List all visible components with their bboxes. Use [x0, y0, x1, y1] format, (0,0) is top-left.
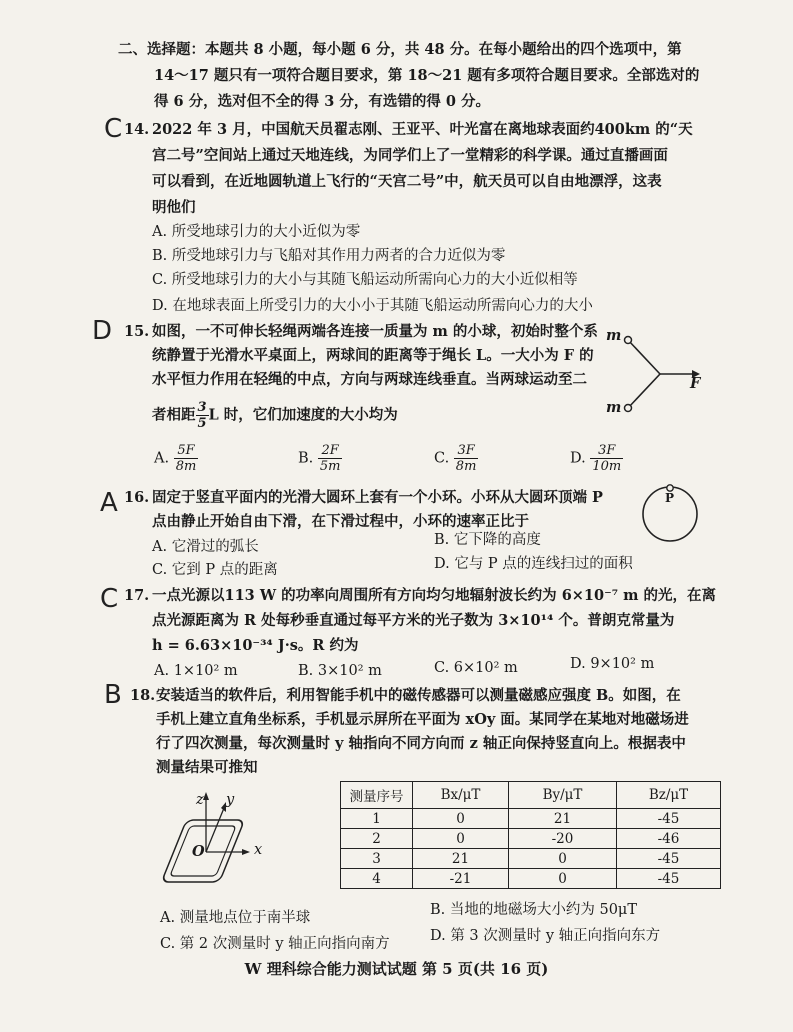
q18-stem-line2: 手机上建立直角坐标系，手机显示屏所在平面为 xOy 面。某同学在某地对地磁场进: [156, 711, 689, 728]
q15-number: 15.: [124, 323, 150, 340]
q18-measurement-table: [340, 781, 721, 889]
table-row: [341, 809, 721, 829]
section-heading-line2: 14～17 题只有一项符合题目要求，第 18～21 题有多项符合题目要求。全部选对的: [154, 67, 700, 84]
q16-stem-line1: 固定于竖直平面内的光滑大圆环上套有一个小环。小环从大圆环顶端 P: [152, 489, 603, 506]
table-cell: 3: [341, 849, 413, 869]
q14-stem-line2: 宫二号”空间站上通过天地连线，为同学们上了一堂精彩的科学课。通过直播画面: [152, 147, 668, 164]
q18-fig-label-z: z: [196, 792, 204, 808]
table-row: [341, 849, 721, 869]
table-header-cell: Bz/μT: [617, 782, 721, 809]
table-header-cell: By/μT: [509, 782, 617, 809]
table-cell: -45: [617, 809, 721, 829]
table-cell: 1: [341, 809, 413, 829]
q15-stem-line2: 统静置于光滑水平桌面上，两球间的距离等于绳长 L。一大小为 F 的: [152, 347, 594, 364]
table-cell: 0: [413, 829, 509, 849]
table-cell: -45: [617, 869, 721, 889]
q15-option-b: B. $\frac{2F}{5m}$: [298, 443, 341, 474]
q18-option-b: B. 当地的地磁场大小约为 50μT: [430, 902, 638, 918]
q17-stem-line3: h = 6.63×10⁻³⁴ J·s。R 约为: [152, 637, 359, 654]
table-header-cell: 测量序号: [341, 782, 413, 809]
table-cell: 0: [413, 809, 509, 829]
table-cell: -21: [413, 869, 509, 889]
handwritten-answer-q14: C: [104, 114, 123, 144]
table-cell: 4: [341, 869, 413, 889]
q17-stem-line1: 一点光源以113 W 的功率向周围所有方向均匀地辐射波长约为 6×10⁻⁷ m 的光，在离: [152, 587, 717, 604]
table-header-cell: Bx/μT: [413, 782, 509, 809]
q14-option-c: C. 所受地球引力的大小与其随飞船运动所需向心力的大小近似相等: [152, 272, 578, 288]
q15-stem-line4: 者相距 $\frac{3}{5}$ L 时，它们加速度的大小均为: [152, 400, 398, 431]
q18-number: 18.: [130, 687, 156, 704]
q18-option-a: A. 测量地点位于南半球: [160, 910, 311, 926]
q18-stem-line4: 测量结果可推知: [156, 759, 258, 776]
q17-stem-line2: 点光源距离为 R 处每秒垂直通过每平方米的光子数为 3×10¹⁴ 个。普朗克常量为: [152, 612, 675, 629]
handwritten-answer-q15: D: [92, 316, 113, 346]
q15-stem-line3: 水平恒力作用在轻绳的中点，方向与两球连线垂直。当两球运动至二: [152, 371, 587, 388]
q15-option-c: C. $\frac{3F}{8m}$: [434, 443, 477, 474]
q15-fig-label-m-top: m: [606, 327, 622, 344]
table-header-row: [341, 782, 721, 809]
q14-stem-line1: 2022 年 3 月，中国航天员翟志刚、王亚平、叶光富在离地球表面约400km 的“天: [152, 121, 693, 138]
section-heading-line3: 得 6 分，选对但不全的得 3 分，有选错的得 0 分。: [154, 93, 491, 110]
table-cell: -20: [509, 829, 617, 849]
q18-fig-label-x: x: [254, 842, 263, 858]
table-cell: 0: [509, 869, 617, 889]
handwritten-answer-q16: A: [100, 488, 118, 518]
q16-option-d: D. 它与 P 点的连线扫过的面积: [434, 556, 633, 572]
q16-fig-label-p: P: [665, 491, 675, 505]
q18-stem-line1: 安装适当的软件后，利用智能手机中的磁传感器可以测量磁感应强度 B。如图，在: [156, 687, 681, 704]
q14-option-b: B. 所受地球引力与飞船对其作用力两者的合力近似为零: [152, 248, 506, 264]
q18-stem-line3: 行了四次测量，每次测量时 y 轴指向不同方向而 z 轴正向保持竖直向上。根据表中: [156, 735, 686, 752]
q17-option-b: B. 3×10² m: [298, 663, 382, 679]
q16-number: 16.: [124, 489, 150, 506]
q17-option-d: D. 9×10² m: [570, 656, 655, 672]
table-cell: 21: [509, 809, 617, 829]
q18-fig-label-y: y: [226, 792, 235, 808]
q16-option-a: A. 它滑过的弧长: [152, 539, 259, 555]
page-footer: W 理科综合能力测试试题 第 5 页(共 16 页): [244, 960, 549, 978]
q15-fig-label-f: F: [690, 375, 701, 392]
table-row: [341, 829, 721, 849]
q14-stem-line3: 可以看到，在近地圆轨道上飞行的“天宫二号”中，航天员可以自由地漂浮，这表: [152, 173, 662, 190]
q15-option-a: A. $\frac{5F}{8m}$: [154, 443, 197, 474]
q15-fraction: $\frac{3}{5}$: [197, 400, 207, 431]
handwritten-answer-q18: B: [104, 680, 122, 710]
handwritten-answer-q17: C: [100, 584, 119, 614]
q17-number: 17.: [124, 587, 150, 604]
table-row: [341, 869, 721, 889]
q18-option-c: C. 第 2 次测量时 y 轴正向指向南方: [160, 936, 390, 952]
q18-phone-figure: [160, 790, 263, 890]
q14-stem-line4: 明他们: [152, 199, 196, 216]
q17-option-c: C. 6×10² m: [434, 660, 518, 676]
q14-option-a: A. 所受地球引力的大小近似为零: [152, 224, 361, 240]
table-cell: -46: [617, 829, 721, 849]
q15-fig-label-m-bottom: m: [606, 399, 622, 416]
q14-number: 14.: [124, 121, 150, 138]
table-cell: -45: [617, 849, 721, 869]
q18-fig-label-o: O: [192, 843, 205, 860]
q14-option-d: D. 在地球表面上所受引力的大小小于其随飞船运动所需向心力的大小: [152, 298, 593, 314]
section-heading: 二、选择题：本题共 8 小题，每小题 6 分，共 48 分。在每小题给出的四个选项中，第: [118, 41, 682, 58]
q17-option-a: A. 1×10² m: [154, 663, 238, 679]
table-cell: 2: [341, 829, 413, 849]
q16-stem-line2: 点由静止开始自由下滑，在下滑过程中，小环的速率正比于: [152, 513, 529, 530]
q16-option-b: B. 它下降的高度: [434, 532, 541, 548]
q15-option-d: D. $\frac{3F}{10m}$: [570, 443, 622, 474]
q16-option-c: C. 它到 P 点的距离: [152, 562, 278, 578]
q18-option-d: D. 第 3 次测量时 y 轴正向指向东方: [430, 928, 661, 944]
table-cell: 0: [509, 849, 617, 869]
q15-stem-line1: 如图，一不可伸长轻绳两端各连接一质量为 m 的小球，初始时整个系: [152, 323, 598, 340]
table-cell: 21: [413, 849, 509, 869]
q15-figure: [620, 326, 700, 422]
